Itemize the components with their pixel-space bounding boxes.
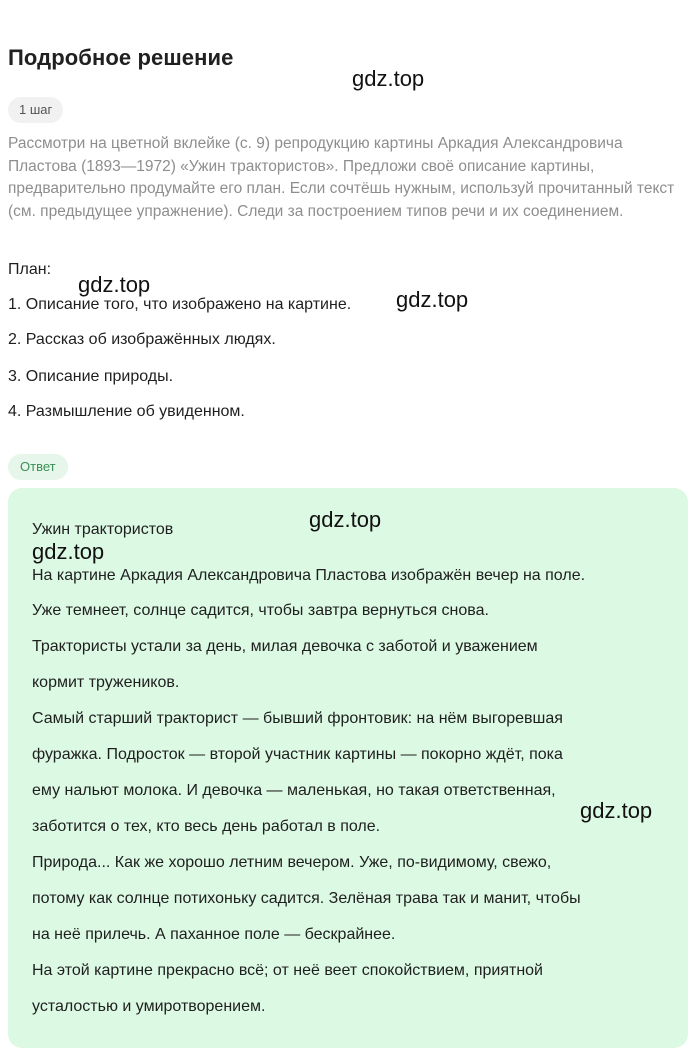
plan-title: План: (8, 261, 52, 278)
watermark: gdz.top (352, 66, 425, 91)
answer-line: Уже темнеет, солнце садится, чтобы завтра вернуться снова. (32, 602, 489, 619)
watermark: gdz.top (580, 798, 653, 823)
answer-line: усталостью и умиротворением. (32, 998, 266, 1015)
plan-item: 4. Размышление об увиденном. (8, 403, 245, 420)
answer-line: Природа... Как же хорошо летним вечером. Уже, по-видимому, свежо, (32, 854, 552, 871)
answer-title: Ужин трактористов (32, 521, 174, 538)
answer-line: Трактористы устали за день, милая девочка с заботой и уважением (32, 638, 538, 655)
answer-line: заботится о тех, кто весь день работал в поле. (32, 818, 381, 835)
watermark: gdz.top (32, 539, 105, 564)
answer-line: На этой картине прекрасно всё; от неё веет спокойствием, приятной (32, 962, 543, 979)
watermark: gdz.top (309, 507, 382, 532)
answer-line: потому как солнце потихоньку садится. Зелёная трава так и манит, чтобы (32, 890, 581, 907)
watermark: gdz.top (78, 272, 151, 297)
answer-line: Самый старший тракторист — бывший фронтовик: на нём выгоревшая (32, 710, 563, 727)
plan-item: 1. Описание того, что изображено на картине. (8, 296, 352, 313)
plan-item: 3. Описание природы. (8, 368, 174, 385)
answer-line: фуражка. Подросток — второй участник картины — покорно ждёт, пока (32, 746, 563, 763)
watermark: gdz.top (396, 287, 469, 312)
answer-badge: Ответ (8, 454, 68, 480)
answer-line: кормит тружеников. (32, 674, 180, 691)
answer-line: ему нальют молока. И девочка — маленькая, но такая ответственная, (32, 782, 556, 799)
plan-item: 2. Рассказ об изображённых людях. (8, 331, 276, 348)
task-text: Рассмотри на цветной вклейке (с. 9) репродукцию картины Аркадия Александровича Пластова (1893—1972) «Ужин трактористов». Предложи своё описание картины, предварительно продумайте его план. Если сочтёшь нужным, используй прочитанный текст (см. предыдущее упражнение). Следи за построением типов речи и их соединением. (8, 135, 675, 220)
step-badge: 1 шаг (8, 97, 63, 123)
answer-line: на неё прилечь. А паханное поле — бескрайнее. (32, 926, 396, 943)
answer-line: На картине Аркадия Александровича Пластова изображён вечер на поле. (32, 567, 586, 584)
page-title: Подробное решение (8, 45, 234, 70)
